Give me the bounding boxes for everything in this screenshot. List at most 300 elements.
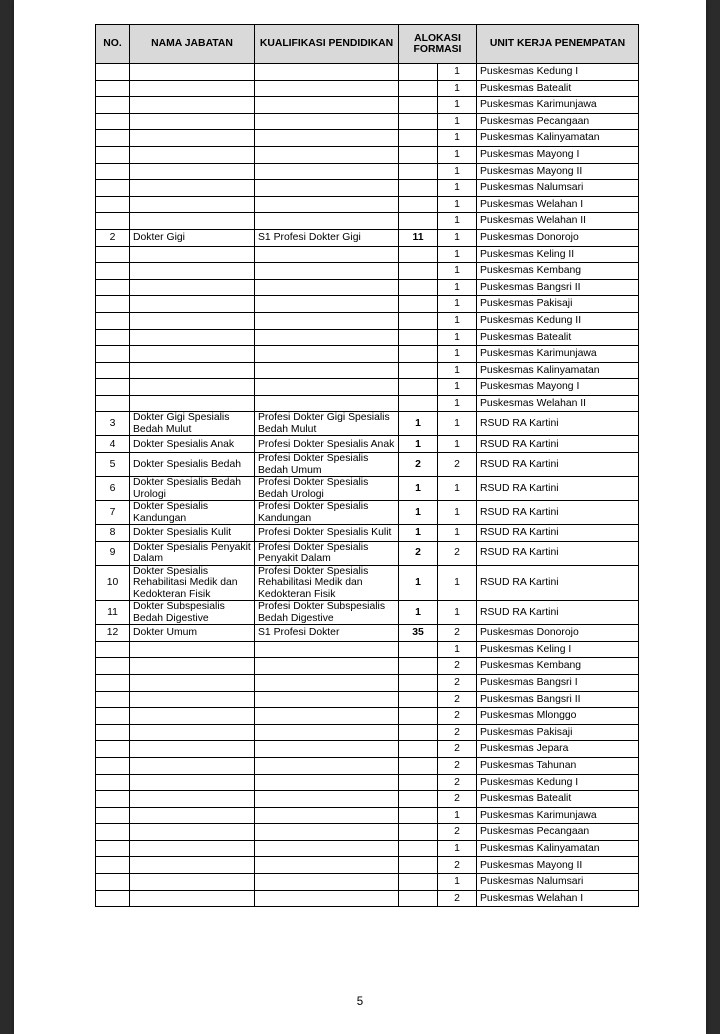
- table-row: [96, 791, 639, 808]
- table-row: [96, 840, 639, 857]
- cell-work-unit: Puskesmas Bangsri II: [477, 279, 639, 296]
- cell-position-name: [130, 213, 255, 230]
- table-row: [96, 146, 639, 163]
- cell-position-name: [130, 97, 255, 114]
- cell-allocation-total: [399, 329, 438, 346]
- cell-allocation-count: 1: [438, 279, 477, 296]
- cell-allocation-count: 2: [438, 674, 477, 691]
- cell-qualification: Profesi Dokter Subspesialis Bedah Digestive: [255, 601, 399, 625]
- cell-position-name: [130, 146, 255, 163]
- cell-allocation-count: 1: [438, 163, 477, 180]
- table-row: [96, 641, 639, 658]
- cell-work-unit: Puskesmas Bangsri I: [477, 674, 639, 691]
- table-row: [96, 113, 639, 130]
- cell-qualification: Profesi Dokter Spesialis Rehabilitasi Medik dan Kedokteran Fisik: [255, 565, 399, 601]
- cell-no: [96, 774, 130, 791]
- cell-work-unit: Puskesmas Tahunan: [477, 757, 639, 774]
- table-row: [96, 890, 639, 907]
- cell-work-unit: Puskesmas Mayong I: [477, 379, 639, 396]
- cell-position-name: [130, 329, 255, 346]
- cell-work-unit: Puskesmas Mayong I: [477, 146, 639, 163]
- header-allocation: ALOKASI FORMASI: [399, 25, 477, 64]
- cell-allocation-total: [399, 824, 438, 841]
- cell-no: [96, 757, 130, 774]
- cell-allocation-count: 2: [438, 625, 477, 642]
- table-row: [96, 501, 639, 525]
- cell-allocation-count: 1: [438, 130, 477, 147]
- cell-no: [96, 263, 130, 280]
- cell-allocation-total: [399, 890, 438, 907]
- cell-position-name: [130, 724, 255, 741]
- cell-allocation-total: [399, 840, 438, 857]
- cell-allocation-count: 2: [438, 857, 477, 874]
- cell-allocation-total: [399, 691, 438, 708]
- cell-allocation-total: 2: [399, 453, 438, 477]
- cell-qualification: [255, 146, 399, 163]
- cell-allocation-count: 1: [438, 525, 477, 542]
- cell-qualification: [255, 64, 399, 81]
- cell-work-unit: Puskesmas Jepara: [477, 741, 639, 758]
- cell-position-name: Dokter Spesialis Rehabilitasi Medik dan Kedokteran Fisik: [130, 565, 255, 601]
- cell-position-name: [130, 312, 255, 329]
- cell-allocation-count: 2: [438, 708, 477, 725]
- cell-qualification: Profesi Dokter Spesialis Anak: [255, 436, 399, 453]
- cell-work-unit: Puskesmas Kembang: [477, 658, 639, 675]
- table-row: [96, 263, 639, 280]
- cell-position-name: [130, 874, 255, 891]
- cell-no: [96, 296, 130, 313]
- cell-qualification: [255, 641, 399, 658]
- table-row: [96, 807, 639, 824]
- cell-allocation-count: 1: [438, 180, 477, 197]
- cell-allocation-count: 1: [438, 97, 477, 114]
- cell-no: [96, 807, 130, 824]
- cell-no: 9: [96, 541, 130, 565]
- cell-work-unit: Puskesmas Donorojo: [477, 229, 639, 246]
- cell-work-unit: Puskesmas Welahan II: [477, 213, 639, 230]
- cell-no: [96, 691, 130, 708]
- table-row: [96, 196, 639, 213]
- header-qualification: KUALIFIKASI PENDIDIKAN: [255, 25, 399, 64]
- cell-allocation-total: [399, 791, 438, 808]
- cell-qualification: [255, 196, 399, 213]
- cell-no: [96, 113, 130, 130]
- table-row: [96, 329, 639, 346]
- cell-work-unit: Puskesmas Batealit: [477, 791, 639, 808]
- cell-qualification: S1 Profesi Dokter: [255, 625, 399, 642]
- cell-allocation-total: 11: [399, 229, 438, 246]
- cell-work-unit: Puskesmas Kalinyamatan: [477, 362, 639, 379]
- cell-no: 11: [96, 601, 130, 625]
- table-row: [96, 436, 639, 453]
- cell-position-name: [130, 857, 255, 874]
- cell-qualification: [255, 163, 399, 180]
- cell-qualification: [255, 791, 399, 808]
- cell-position-name: [130, 279, 255, 296]
- header-unit: UNIT KERJA PENEMPATAN: [477, 25, 639, 64]
- cell-work-unit: Puskesmas Batealit: [477, 329, 639, 346]
- table-row: [96, 229, 639, 246]
- cell-work-unit: Puskesmas Welahan II: [477, 395, 639, 412]
- cell-qualification: [255, 840, 399, 857]
- table-header-row: [96, 25, 639, 64]
- cell-work-unit: RSUD RA Kartini: [477, 477, 639, 501]
- cell-allocation-count: 1: [438, 263, 477, 280]
- cell-qualification: [255, 130, 399, 147]
- cell-no: 4: [96, 436, 130, 453]
- cell-allocation-count: 1: [438, 229, 477, 246]
- cell-allocation-count: 1: [438, 113, 477, 130]
- cell-work-unit: Puskesmas Kalinyamatan: [477, 840, 639, 857]
- cell-allocation-total: [399, 196, 438, 213]
- cell-position-name: [130, 379, 255, 396]
- cell-position-name: [130, 741, 255, 758]
- cell-work-unit: Puskesmas Pakisaji: [477, 724, 639, 741]
- cell-qualification: [255, 857, 399, 874]
- cell-allocation-count: 1: [438, 196, 477, 213]
- cell-work-unit: Puskesmas Kedung I: [477, 774, 639, 791]
- cell-position-name: [130, 80, 255, 97]
- cell-position-name: Dokter Gigi: [130, 229, 255, 246]
- cell-allocation-total: [399, 807, 438, 824]
- cell-work-unit: Puskesmas Batealit: [477, 80, 639, 97]
- table-row: [96, 708, 639, 725]
- cell-allocation-total: [399, 362, 438, 379]
- cell-no: 5: [96, 453, 130, 477]
- cell-qualification: [255, 874, 399, 891]
- cell-position-name: [130, 757, 255, 774]
- header-name: NAMA JABATAN: [130, 25, 255, 64]
- table-row: [96, 625, 639, 642]
- cell-qualification: [255, 180, 399, 197]
- table-row: [96, 601, 639, 625]
- cell-qualification: [255, 807, 399, 824]
- header-no: NO.: [96, 25, 130, 64]
- cell-allocation-count: 1: [438, 565, 477, 601]
- cell-position-name: [130, 840, 255, 857]
- cell-allocation-total: [399, 279, 438, 296]
- cell-no: [96, 674, 130, 691]
- cell-allocation-count: 1: [438, 296, 477, 313]
- table-row: [96, 163, 639, 180]
- cell-position-name: [130, 346, 255, 363]
- table-row: [96, 658, 639, 675]
- cell-allocation-count: 1: [438, 346, 477, 363]
- cell-position-name: [130, 163, 255, 180]
- cell-qualification: [255, 674, 399, 691]
- cell-position-name: [130, 774, 255, 791]
- cell-allocation-count: 1: [438, 840, 477, 857]
- cell-allocation-count: 1: [438, 874, 477, 891]
- table-row: [96, 180, 639, 197]
- table-row: [96, 477, 639, 501]
- cell-position-name: [130, 708, 255, 725]
- cell-no: 2: [96, 229, 130, 246]
- cell-qualification: Profesi Dokter Spesialis Kulit: [255, 525, 399, 542]
- table-row: [96, 130, 639, 147]
- cell-no: [96, 641, 130, 658]
- cell-allocation-total: [399, 774, 438, 791]
- cell-allocation-count: 1: [438, 641, 477, 658]
- cell-no: [96, 395, 130, 412]
- cell-qualification: [255, 741, 399, 758]
- cell-no: [96, 791, 130, 808]
- cell-position-name: Dokter Spesialis Bedah: [130, 453, 255, 477]
- cell-position-name: [130, 395, 255, 412]
- cell-no: [96, 196, 130, 213]
- table-row: [96, 691, 639, 708]
- cell-no: [96, 64, 130, 81]
- cell-work-unit: Puskesmas Keling II: [477, 246, 639, 263]
- cell-allocation-total: [399, 64, 438, 81]
- cell-no: 12: [96, 625, 130, 642]
- cell-allocation-total: [399, 146, 438, 163]
- cell-no: [96, 379, 130, 396]
- cell-qualification: [255, 346, 399, 363]
- table-row: [96, 674, 639, 691]
- cell-position-name: Dokter Spesialis Kandungan: [130, 501, 255, 525]
- cell-work-unit: Puskesmas Pecangaan: [477, 113, 639, 130]
- cell-allocation-total: [399, 874, 438, 891]
- cell-no: 8: [96, 525, 130, 542]
- cell-qualification: Profesi Dokter Spesialis Bedah Urologi: [255, 477, 399, 501]
- table-row: [96, 412, 639, 436]
- cell-work-unit: Puskesmas Donorojo: [477, 625, 639, 642]
- cell-no: [96, 329, 130, 346]
- cell-no: [96, 246, 130, 263]
- cell-no: [96, 874, 130, 891]
- cell-work-unit: Puskesmas Nalumsari: [477, 180, 639, 197]
- cell-qualification: [255, 296, 399, 313]
- cell-allocation-total: [399, 741, 438, 758]
- cell-qualification: Profesi Dokter Gigi Spesialis Bedah Mulut: [255, 412, 399, 436]
- document-page: [14, 0, 706, 1034]
- cell-allocation-total: [399, 113, 438, 130]
- cell-position-name: [130, 64, 255, 81]
- cell-position-name: [130, 196, 255, 213]
- cell-position-name: Dokter Umum: [130, 625, 255, 642]
- cell-allocation-count: 1: [438, 64, 477, 81]
- cell-no: [96, 840, 130, 857]
- table-row: [96, 874, 639, 891]
- cell-work-unit: RSUD RA Kartini: [477, 541, 639, 565]
- cell-allocation-count: 1: [438, 312, 477, 329]
- cell-allocation-total: [399, 130, 438, 147]
- cell-work-unit: Puskesmas Karimunjawa: [477, 97, 639, 114]
- cell-position-name: [130, 674, 255, 691]
- table-row: [96, 97, 639, 114]
- cell-work-unit: RSUD RA Kartini: [477, 501, 639, 525]
- cell-no: [96, 146, 130, 163]
- table-row: [96, 312, 639, 329]
- cell-no: 7: [96, 501, 130, 525]
- cell-position-name: [130, 246, 255, 263]
- cell-allocation-count: 1: [438, 146, 477, 163]
- cell-qualification: [255, 395, 399, 412]
- cell-qualification: Profesi Dokter Spesialis Bedah Umum: [255, 453, 399, 477]
- table-row: [96, 379, 639, 396]
- cell-work-unit: Puskesmas Kedung I: [477, 64, 639, 81]
- cell-allocation-total: [399, 641, 438, 658]
- cell-work-unit: Puskesmas Mlonggo: [477, 708, 639, 725]
- cell-allocation-total: [399, 857, 438, 874]
- cell-position-name: [130, 180, 255, 197]
- cell-work-unit: Puskesmas Kembang: [477, 263, 639, 280]
- table-row: [96, 565, 639, 601]
- cell-allocation-total: [399, 80, 438, 97]
- cell-allocation-count: 1: [438, 501, 477, 525]
- cell-qualification: [255, 113, 399, 130]
- cell-qualification: [255, 890, 399, 907]
- table-body: [96, 64, 639, 907]
- cell-qualification: [255, 213, 399, 230]
- cell-position-name: [130, 824, 255, 841]
- cell-allocation-count: 1: [438, 80, 477, 97]
- cell-position-name: [130, 658, 255, 675]
- cell-allocation-count: 1: [438, 395, 477, 412]
- cell-work-unit: Puskesmas Pecangaan: [477, 824, 639, 841]
- table-row: [96, 857, 639, 874]
- cell-allocation-total: [399, 379, 438, 396]
- table-row: [96, 724, 639, 741]
- table-row: [96, 346, 639, 363]
- cell-position-name: [130, 130, 255, 147]
- cell-work-unit: RSUD RA Kartini: [477, 565, 639, 601]
- cell-allocation-count: 2: [438, 741, 477, 758]
- cell-qualification: [255, 97, 399, 114]
- cell-position-name: Dokter Spesialis Kulit: [130, 525, 255, 542]
- cell-work-unit: Puskesmas Karimunjawa: [477, 346, 639, 363]
- cell-position-name: [130, 263, 255, 280]
- cell-qualification: Profesi Dokter Spesialis Kandungan: [255, 501, 399, 525]
- cell-allocation-count: 2: [438, 453, 477, 477]
- cell-work-unit: Puskesmas Welahan I: [477, 196, 639, 213]
- cell-allocation-total: 1: [399, 501, 438, 525]
- cell-position-name: Dokter Gigi Spesialis Bedah Mulut: [130, 412, 255, 436]
- cell-allocation-count: 1: [438, 412, 477, 436]
- cell-allocation-total: [399, 296, 438, 313]
- table-row: [96, 64, 639, 81]
- cell-allocation-total: [399, 97, 438, 114]
- cell-position-name: [130, 890, 255, 907]
- cell-allocation-total: 2: [399, 541, 438, 565]
- cell-no: [96, 724, 130, 741]
- cell-no: [96, 180, 130, 197]
- table-row: [96, 541, 639, 565]
- table-row: [96, 757, 639, 774]
- cell-no: [96, 213, 130, 230]
- cell-work-unit: Puskesmas Karimunjawa: [477, 807, 639, 824]
- table-row: [96, 80, 639, 97]
- cell-no: [96, 163, 130, 180]
- cell-allocation-count: 1: [438, 436, 477, 453]
- cell-position-name: Dokter Subspesialis Bedah Digestive: [130, 601, 255, 625]
- cell-allocation-total: [399, 312, 438, 329]
- cell-no: [96, 741, 130, 758]
- cell-allocation-count: 2: [438, 757, 477, 774]
- cell-work-unit: Puskesmas Mayong II: [477, 163, 639, 180]
- cell-work-unit: Puskesmas Nalumsari: [477, 874, 639, 891]
- table-row: [96, 824, 639, 841]
- cell-allocation-total: 35: [399, 625, 438, 642]
- cell-allocation-total: [399, 346, 438, 363]
- cell-allocation-count: 1: [438, 477, 477, 501]
- cell-qualification: [255, 80, 399, 97]
- cell-position-name: Dokter Spesialis Penyakit Dalam: [130, 541, 255, 565]
- cell-no: [96, 80, 130, 97]
- cell-allocation-total: 1: [399, 525, 438, 542]
- cell-allocation-count: 2: [438, 774, 477, 791]
- cell-allocation-total: 1: [399, 477, 438, 501]
- cell-position-name: [130, 691, 255, 708]
- cell-no: 3: [96, 412, 130, 436]
- cell-no: [96, 658, 130, 675]
- table-row: [96, 213, 639, 230]
- table-row: [96, 279, 639, 296]
- cell-allocation-count: 1: [438, 807, 477, 824]
- cell-position-name: [130, 296, 255, 313]
- cell-qualification: [255, 757, 399, 774]
- cell-allocation-total: [399, 395, 438, 412]
- cell-allocation-total: [399, 163, 438, 180]
- cell-allocation-total: 1: [399, 412, 438, 436]
- formation-table: [95, 24, 639, 907]
- cell-allocation-count: 1: [438, 379, 477, 396]
- cell-position-name: Dokter Spesialis Anak: [130, 436, 255, 453]
- cell-allocation-total: [399, 213, 438, 230]
- cell-allocation-count: 2: [438, 658, 477, 675]
- cell-qualification: [255, 774, 399, 791]
- cell-position-name: [130, 362, 255, 379]
- cell-work-unit: Puskesmas Pakisaji: [477, 296, 639, 313]
- cell-qualification: [255, 379, 399, 396]
- cell-work-unit: RSUD RA Kartini: [477, 525, 639, 542]
- cell-qualification: [255, 724, 399, 741]
- cell-position-name: [130, 807, 255, 824]
- cell-allocation-total: [399, 674, 438, 691]
- cell-work-unit: RSUD RA Kartini: [477, 453, 639, 477]
- cell-no: [96, 97, 130, 114]
- cell-qualification: [255, 246, 399, 263]
- cell-allocation-total: 1: [399, 601, 438, 625]
- cell-position-name: [130, 791, 255, 808]
- cell-qualification: [255, 279, 399, 296]
- cell-allocation-count: 1: [438, 213, 477, 230]
- cell-allocation-total: [399, 180, 438, 197]
- cell-no: [96, 130, 130, 147]
- cell-allocation-count: 1: [438, 329, 477, 346]
- page-number: 5: [356, 996, 364, 1008]
- cell-work-unit: RSUD RA Kartini: [477, 601, 639, 625]
- cell-allocation-total: 1: [399, 436, 438, 453]
- cell-qualification: [255, 658, 399, 675]
- cell-allocation-total: [399, 757, 438, 774]
- cell-allocation-total: 1: [399, 565, 438, 601]
- cell-no: [96, 857, 130, 874]
- table-row: [96, 246, 639, 263]
- table-row: [96, 741, 639, 758]
- cell-allocation-count: 2: [438, 541, 477, 565]
- cell-work-unit: RSUD RA Kartini: [477, 436, 639, 453]
- cell-allocation-total: [399, 658, 438, 675]
- cell-allocation-total: [399, 724, 438, 741]
- cell-no: [96, 362, 130, 379]
- table-row: [96, 453, 639, 477]
- cell-allocation-count: 2: [438, 824, 477, 841]
- cell-no: [96, 279, 130, 296]
- table-row: [96, 296, 639, 313]
- cell-no: [96, 708, 130, 725]
